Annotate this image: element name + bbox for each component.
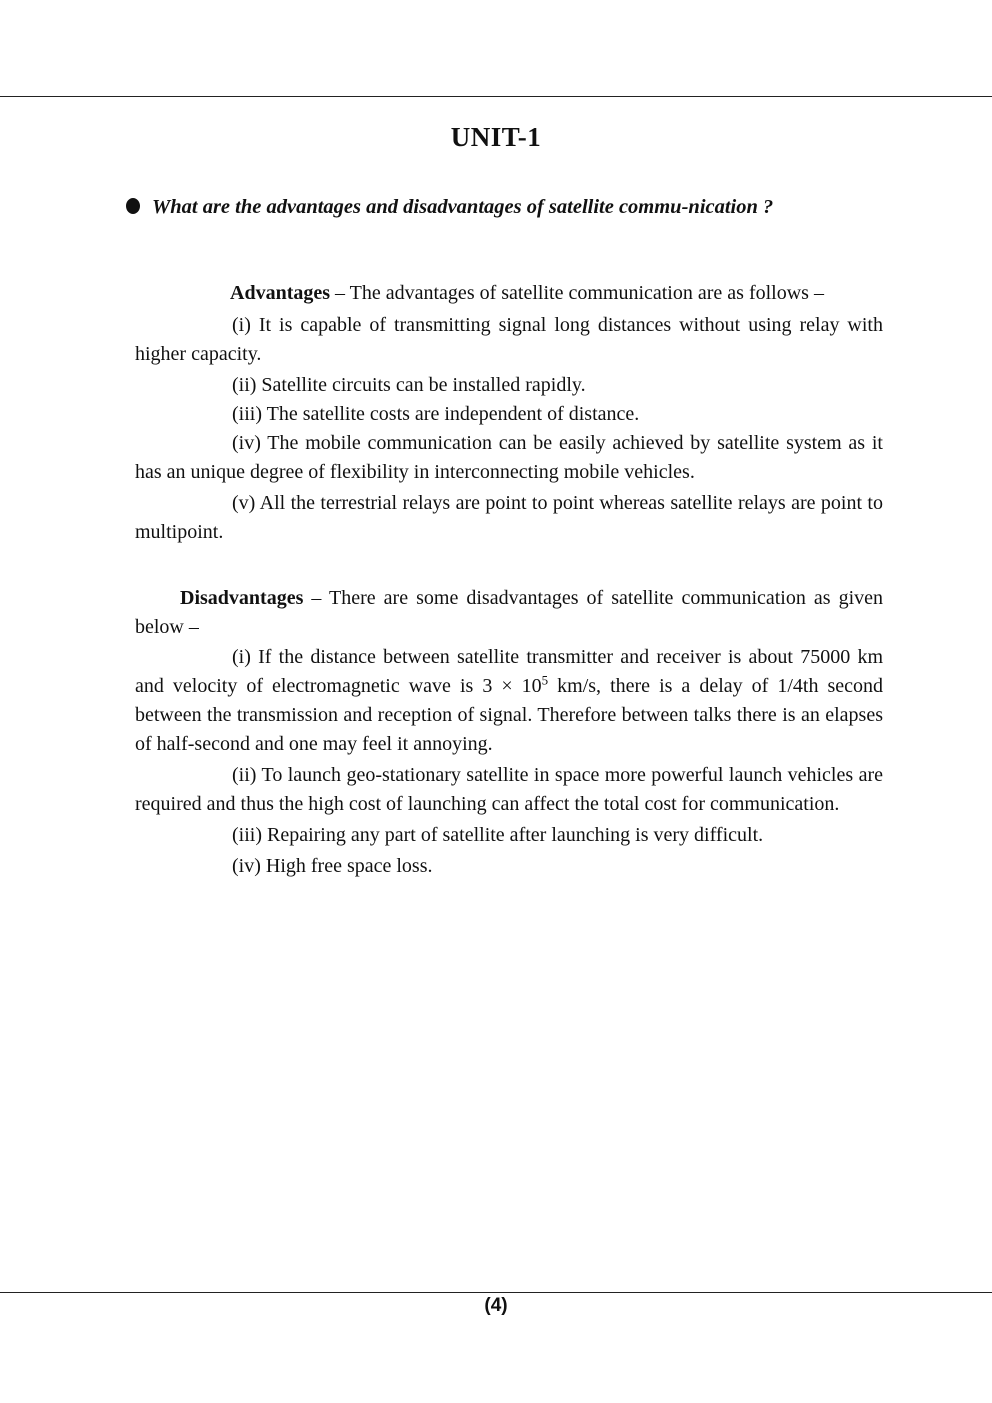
page-number: (4) [484, 1295, 508, 1316]
disadvantage-item: (iii) Repairing any part of satellite after launching is very difficult. [232, 824, 764, 846]
top-rule [0, 96, 992, 97]
disadvantages-section [135, 584, 883, 881]
advantages-section [135, 279, 883, 547]
disadvantages-label: Disadvantages [180, 587, 304, 609]
advantage-item: (ii) Satellite circuits can be installed rapidly. [232, 374, 586, 396]
advantage-item: (iv) The mobile communication can be easily achieved by satellite system as it has an unique degree of flexibility in interconnecting mobile vehicles. [135, 432, 883, 483]
disadvantage-item-1-part2: km/s, there is a delay of 1/4th second between the transmission and reception of signal. Therefore between talks there is an elapses of half-second and one may feel it annoying. [135, 675, 883, 755]
bullet-icon [126, 198, 140, 214]
exponent: 5 [541, 672, 549, 688]
advantages-intro-text: – The advantages of satellite communication are as follows – [330, 282, 824, 304]
disadvantage-item: (ii) To launch geo-stationary satellite in space more powerful launch vehicles are required and thus the high cost of launching can affect the total cost for communication. [135, 764, 883, 815]
question-text: What are the advantages and disadvantages of satellite commu-nication ? [152, 196, 774, 218]
bottom-rule [0, 1292, 992, 1293]
advantage-item: (v) All the terrestrial relays are point to point whereas satellite relays are point to multipoint. [135, 492, 883, 543]
advantage-item: (i) It is capable of transmitting signal long distances without using relay with higher capacity. [135, 314, 883, 365]
unit-title: UNIT-1 [450, 122, 542, 152]
advantages-intro [135, 279, 883, 308]
disadvantages-intro [135, 584, 883, 642]
disadvantage-item [135, 643, 883, 759]
disadvantages-intro-text: – There are some disadvantages of satellite communication as given below – [135, 587, 883, 638]
advantage-item: (iii) The satellite costs are independent of distance. [232, 403, 640, 425]
disadvantage-item-1-part1: (i) If the distance between satellite transmitter and receiver is about 75000 km and velocity of electromagnetic wave is 3 × 10 [135, 646, 883, 697]
disadvantage-item: (iv) High free space loss. [232, 855, 433, 877]
advantages-label: Advantages [230, 282, 331, 304]
